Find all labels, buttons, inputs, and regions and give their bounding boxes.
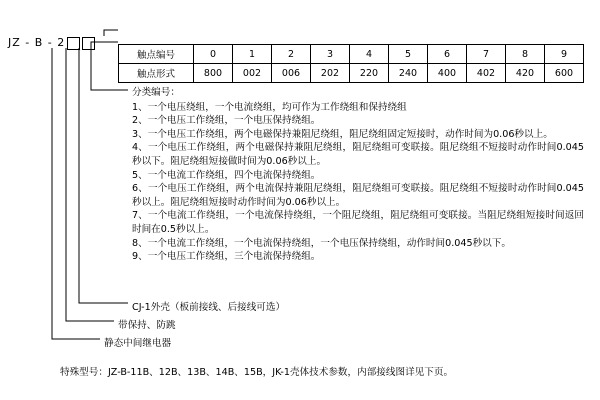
- label-relay: 静态中间继电器: [104, 338, 172, 349]
- contact-form-4: 220: [350, 64, 389, 83]
- contact-number-3: 3: [311, 45, 350, 64]
- contact-number-7: 7: [467, 45, 506, 64]
- note-item-2: 2、一个电压工作绕组，一个电压保持绕组。: [132, 115, 321, 127]
- contact-number-6: 6: [428, 45, 467, 64]
- contact-number-2: 2: [272, 45, 311, 64]
- contact-form-9: 600: [545, 64, 584, 83]
- label-shell: CJ-1外壳（板前接线、后接线可选）: [132, 302, 286, 313]
- contact-number-8: 8: [506, 45, 545, 64]
- model-code-box-1: [67, 37, 80, 50]
- contact-form-8: 420: [506, 64, 545, 83]
- special-model-note: 特殊型号：JZ-B-11B、12B、13B、14B、15B，JK-1壳体技术参数，内部接线图详见下页。: [60, 367, 454, 378]
- row-header-contact-form: 触点形式: [119, 64, 194, 83]
- contact-table: [118, 44, 584, 83]
- category-label: 分类编号：: [132, 87, 180, 98]
- note-item-9: 9、一个电压工作绕组，三个电流保持绕组。: [132, 251, 321, 263]
- model-code-box-2: [82, 37, 95, 50]
- contact-number-4: 4: [350, 45, 389, 64]
- contact-form-0: 800: [194, 64, 233, 83]
- note-item-8: 8、一个电流工作绕组，一个电流保持绕组，一个电压保持绕组，动作时间0.045秒以下。: [132, 237, 511, 249]
- table-row-forms: [119, 64, 584, 83]
- classification-notes: [132, 86, 584, 264]
- contact-form-6: 400: [428, 64, 467, 83]
- note-item-7: 7、一个电流工作绕组，一个电流保持绕组，一个阻尼绕组，阻尼绕组可变联接。当阻尼绕组短接时间返回时间在0.5秒以上。: [132, 210, 584, 236]
- note-item-4: 4、一个电压工作绕组，两个电磁保持兼阻尼绕组，阻尼绕组可变联接。阻尼绕组不短接时动作时间0.045秒以下。阻尼绕组短接做时间为0.06秒以上。: [132, 142, 584, 168]
- row-header-contact-number: 触点编号: [119, 45, 194, 64]
- contact-form-7: 402: [467, 64, 506, 83]
- contact-number-1: 1: [233, 45, 272, 64]
- label-protect: 带保持、防跳: [118, 320, 176, 331]
- contact-form-2: 006: [272, 64, 311, 83]
- note-item-3: 3、一个电压工作绕组，两个电磁保持兼阻尼绕组，阻尼绕组固定短接时，动作时间为0.06秒以上。: [132, 128, 553, 140]
- note-item-1: 1、一个电压绕组，一个电流绕组，均可作为工作绕组和保持绕组: [132, 101, 407, 113]
- contact-form-5: 240: [389, 64, 428, 83]
- note-item-6: 6、一个电压工作绕组，两个电流保持兼阻尼绕组，阻尼绕组可变联接。阻尼绕组不短接时动作时间0.045秒以上。阻尼绕组短接时动作时间为0.06秒以上。: [132, 183, 584, 208]
- contact-form-3: 202: [311, 64, 350, 83]
- contact-number-9: 9: [545, 45, 584, 64]
- table-row-numbers: [119, 45, 584, 64]
- contact-form-1: 002: [233, 64, 272, 83]
- contact-number-0: 0: [194, 45, 233, 64]
- contact-number-5: 5: [389, 45, 428, 64]
- note-item-5: 5、一个电流工作绕组，四个电流保持绕组。: [132, 169, 321, 181]
- model-code-text: JZ - B - 2: [8, 36, 66, 49]
- model-code: [8, 36, 95, 50]
